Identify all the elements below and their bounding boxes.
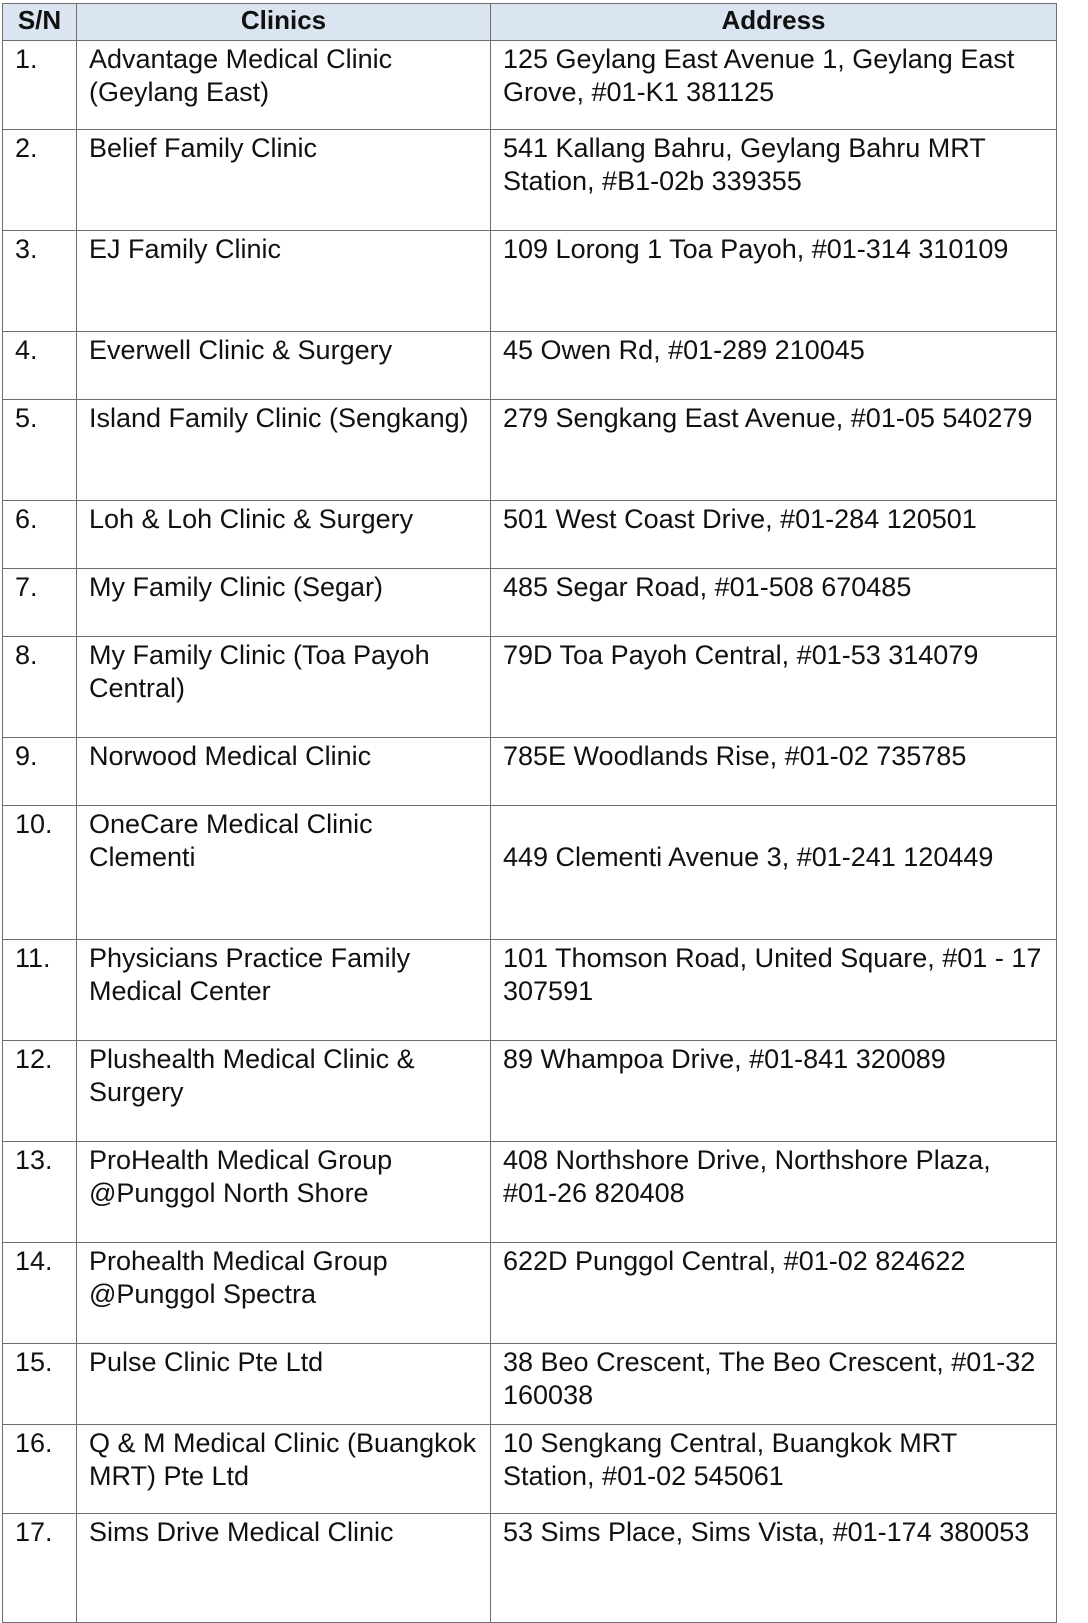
row-address: 101 Thomson Road, United Square, #01 - 17 307591 [491,940,1057,1041]
row-clinic: Loh & Loh Clinic & Surgery [77,501,491,569]
row-sn: 4. [3,332,77,400]
row-clinic: Prohealth Medical Group @Punggol Spectra [77,1243,491,1344]
row-sn: 8. [3,637,77,738]
table-row [3,1243,1057,1344]
header-clinics: Clinics [77,4,491,41]
row-clinic: Sims Drive Medical Clinic [77,1514,491,1623]
row-address: 125 Geylang East Avenue 1, Geylang East Grove, #01-K1 381125 [491,41,1057,130]
row-address: 38 Beo Crescent, The Beo Crescent, #01-32 160038 [491,1344,1057,1425]
table-row [3,806,1057,940]
row-clinic: Physicians Practice Family Medical Center [77,940,491,1041]
table-row [3,1344,1057,1425]
table-row [3,569,1057,637]
row-address: 89 Whampoa Drive, #01-841 320089 [491,1041,1057,1142]
table-row [3,1425,1057,1514]
row-address: 279 Sengkang East Avenue, #01-05 540279 [491,400,1057,501]
row-clinic: EJ Family Clinic [77,231,491,332]
table-row [3,231,1057,332]
row-sn: 1. [3,41,77,130]
row-sn: 5. [3,400,77,501]
row-sn: 13. [3,1142,77,1243]
clinics-table [2,3,1057,1623]
table-row [3,1142,1057,1243]
row-sn: 6. [3,501,77,569]
row-sn: 3. [3,231,77,332]
row-sn: 11. [3,940,77,1041]
table-row [3,41,1057,130]
row-clinic: Q & M Medical Clinic (Buangkok MRT) Pte Ltd [77,1425,491,1514]
row-address: 622D Punggol Central, #01-02 824622 [491,1243,1057,1344]
row-sn: 14. [3,1243,77,1344]
row-address: 408 Northshore Drive, Northshore Plaza, #01-26 820408 [491,1142,1057,1243]
row-sn: 17. [3,1514,77,1623]
row-address: 785E Woodlands Rise, #01-02 735785 [491,738,1057,806]
table-row [3,940,1057,1041]
table-row [3,130,1057,231]
row-address: 485 Segar Road, #01-508 670485 [491,569,1057,637]
row-address: 109 Lorong 1 Toa Payoh, #01-314 310109 [491,231,1057,332]
header-address: Address [491,4,1057,41]
row-clinic: Island Family Clinic (Sengkang) [77,400,491,501]
row-clinic: ProHealth Medical Group @Punggol North Shore [77,1142,491,1243]
table-row [3,332,1057,400]
row-address: 501 West Coast Drive, #01-284 120501 [491,501,1057,569]
row-sn: 15. [3,1344,77,1425]
row-clinic: Belief Family Clinic [77,130,491,231]
row-sn: 12. [3,1041,77,1142]
table-header-row [3,4,1057,41]
row-address: 53 Sims Place, Sims Vista, #01-174 380053 [491,1514,1057,1623]
table-row [3,400,1057,501]
row-clinic: Advantage Medical Clinic (Geylang East) [77,41,491,130]
table-row [3,738,1057,806]
row-clinic: My Family Clinic (Toa Payoh Central) [77,637,491,738]
table-row [3,501,1057,569]
table-row [3,1041,1057,1142]
row-address: 10 Sengkang Central, Buangkok MRT Station, #01-02 545061 [491,1425,1057,1514]
table-row [3,637,1057,738]
row-sn: 7. [3,569,77,637]
row-address: 541 Kallang Bahru, Geylang Bahru MRT Station, #B1-02b 339355 [491,130,1057,231]
row-address: 449 Clementi Avenue 3, #01-241 120449 [491,806,1057,940]
row-clinic: Plushealth Medical Clinic & Surgery [77,1041,491,1142]
row-sn: 16. [3,1425,77,1514]
row-address: 79D Toa Payoh Central, #01-53 314079 [491,637,1057,738]
row-sn: 9. [3,738,77,806]
row-clinic: Pulse Clinic Pte Ltd [77,1344,491,1425]
table-row [3,1514,1057,1623]
row-sn: 10. [3,806,77,940]
row-clinic: Everwell Clinic & Surgery [77,332,491,400]
row-address: 45 Owen Rd, #01-289 210045 [491,332,1057,400]
row-clinic: My Family Clinic (Segar) [77,569,491,637]
header-sn: S/N [3,4,77,41]
row-clinic: Norwood Medical Clinic [77,738,491,806]
row-sn: 2. [3,130,77,231]
row-clinic: OneCare Medical Clinic Clementi [77,806,491,940]
